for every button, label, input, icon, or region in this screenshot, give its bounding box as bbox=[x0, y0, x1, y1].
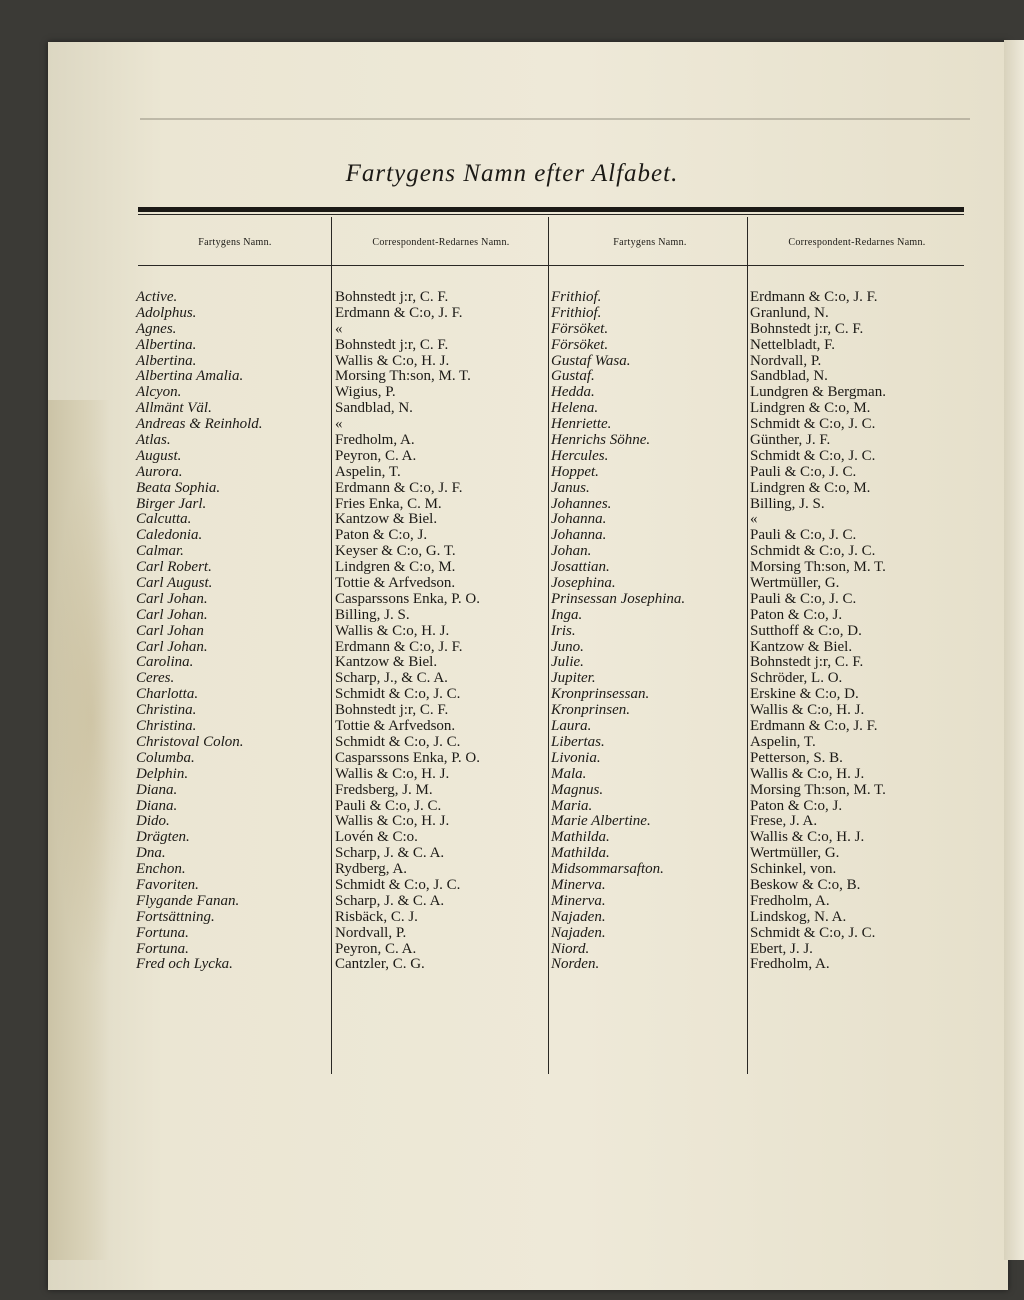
ship-name-cell: Minerva. bbox=[551, 876, 606, 893]
ship-name-cell: Laura. bbox=[551, 718, 592, 735]
ship-name-cell: Calmar. bbox=[136, 543, 184, 560]
ship-name-cell: Josephina. bbox=[551, 575, 616, 592]
ship-name-cell: Gustaf Wasa. bbox=[551, 352, 631, 369]
ship-name-cell: Birger Jarl. bbox=[136, 495, 207, 512]
header-owner-name-1: Correspondent-Redarnes Namn. bbox=[372, 236, 510, 248]
owner-name-cell: Casparssons Enka, P. O. bbox=[335, 749, 480, 766]
ship-name-cell: Hoppet. bbox=[551, 463, 599, 480]
ship-name-cell: Favoriten. bbox=[136, 876, 199, 893]
ship-name-cell: Carl Johan. bbox=[136, 638, 208, 655]
ship-name-cell: Julie. bbox=[551, 654, 584, 671]
owner-name-cell: Lindgren & C:o, M. bbox=[750, 479, 871, 496]
owner-name-cell: Nordvall, P. bbox=[750, 352, 822, 369]
owner-name-cell: Petterson, S. B. bbox=[750, 749, 843, 766]
ship-name-cell: Johan. bbox=[551, 543, 592, 560]
ship-name-cell: Adolphus. bbox=[136, 304, 197, 321]
ship-name-cell: Livonia. bbox=[551, 749, 601, 766]
owner-name-cell: Scharp, J., & C. A. bbox=[335, 670, 448, 687]
ship-name-cell: Alcyon. bbox=[136, 384, 182, 401]
owner-name-cell: Billing, J. S. bbox=[750, 495, 825, 512]
owner-name-cell: Wallis & C:o, H. J. bbox=[750, 765, 865, 782]
owner-name-cell: Paton & C:o, J. bbox=[750, 797, 843, 814]
owner-name-cell: « bbox=[750, 511, 758, 528]
owner-name-cell: Sandblad, N. bbox=[335, 400, 413, 417]
ship-name-cell: Carl Robert. bbox=[136, 559, 212, 576]
ship-name-cell: August. bbox=[136, 447, 182, 464]
title-rule bbox=[138, 207, 964, 212]
ship-name-cell: Carl Johan. bbox=[136, 590, 208, 607]
ship-name-cell: Libertas. bbox=[551, 733, 605, 750]
ship-name-cell: Minerva. bbox=[551, 892, 606, 909]
ship-name-cell: Carl Johan. bbox=[136, 606, 208, 623]
owner-name-cell: Bohnstedt j:r, C. F. bbox=[750, 320, 864, 337]
header-ship-name-1: Fartygens Namn. bbox=[198, 236, 272, 248]
ship-name-cell: Enchon. bbox=[136, 861, 186, 878]
owner-name-cell: Rydberg, A. bbox=[335, 861, 408, 878]
ship-name-cell: Juno. bbox=[551, 638, 584, 655]
ship-name-cell: Hercules. bbox=[551, 447, 609, 464]
ship-name-cell: Henriette. bbox=[551, 416, 612, 433]
owner-name-cell: Erdmann & C:o, J. F. bbox=[750, 718, 878, 735]
ship-name-cell: Hedda. bbox=[551, 384, 595, 401]
ship-name-cell: Christina. bbox=[136, 702, 197, 719]
owner-name-cell: Wallis & C:o, H. J. bbox=[335, 765, 450, 782]
ship-name-cell: Fred och Lycka. bbox=[136, 956, 233, 973]
owner-name-cell: Bohnstedt j:r, C. F. bbox=[750, 654, 864, 671]
owner-name-cell: Kantzow & Biel. bbox=[750, 638, 853, 655]
owner-name-cell: Granlund, N. bbox=[750, 304, 829, 321]
ship-name-cell: Beata Sophia. bbox=[136, 479, 221, 496]
owner-names-left bbox=[335, 290, 545, 973]
owner-name-cell: Pauli & C:o, J. C. bbox=[335, 797, 442, 814]
owner-name-cell: Kantzow & Biel. bbox=[335, 511, 438, 528]
ship-name-cell: Christina. bbox=[136, 718, 197, 735]
owner-name-cell: Casparssons Enka, P. O. bbox=[335, 590, 480, 607]
owner-name-cell: Aspelin, T. bbox=[335, 463, 401, 480]
ship-name-cell: Albertina. bbox=[136, 336, 197, 353]
owner-name-cell: Kantzow & Biel. bbox=[335, 654, 438, 671]
owner-name-cell: Frese, J. A. bbox=[750, 813, 818, 830]
owner-name-cell: Schmidt & C:o, J. C. bbox=[750, 924, 876, 941]
ship-name-cell: Inga. bbox=[551, 606, 583, 623]
ship-name-cell: Andreas & Reinhold. bbox=[136, 416, 263, 433]
owner-name-cell: Erdmann & C:o, J. F. bbox=[750, 289, 878, 305]
owner-name-cell: Lindgren & C:o, M. bbox=[335, 559, 456, 576]
ship-name-cell: Carolina. bbox=[136, 654, 194, 671]
ship-names-right bbox=[551, 290, 745, 973]
owner-name-cell: Keyser & C:o, G. T. bbox=[335, 543, 456, 560]
table-header bbox=[138, 222, 964, 262]
owner-name-cell: Pauli & C:o, J. C. bbox=[750, 463, 857, 480]
owner-name-cell: Schmidt & C:o, J. C. bbox=[335, 686, 461, 703]
owner-name-cell: Günther, J. F. bbox=[750, 432, 831, 449]
ship-name-cell: Försöket. bbox=[551, 336, 609, 353]
owner-name-cell: Ebert, J. J. bbox=[750, 940, 813, 957]
owner-name-cell: Bohnstedt j:r, C. F. bbox=[335, 702, 449, 719]
owner-name-cell: Schinkel, von. bbox=[750, 861, 837, 878]
ship-name-cell: Flygande Fanan. bbox=[136, 892, 240, 909]
owner-name-cell: Wigius, P. bbox=[335, 384, 396, 401]
ship-name-cell: Atlas. bbox=[136, 432, 171, 449]
owner-name-cell: Schmidt & C:o, J. C. bbox=[335, 733, 461, 750]
paper-stain bbox=[52, 460, 132, 980]
ship-name-cell: Prinsessan Josephina. bbox=[551, 590, 686, 607]
owner-name-cell: Peyron, C. A. bbox=[335, 940, 417, 957]
header-ship-name-2: Fartygens Namn. bbox=[613, 236, 687, 248]
owner-name-cell: Nettelbladt, F. bbox=[750, 336, 836, 353]
owner-name-cell: Bohnstedt j:r, C. F. bbox=[335, 336, 449, 353]
title-rule-thin bbox=[138, 214, 964, 215]
ship-name-cell: Kronprinsen. bbox=[551, 702, 631, 719]
ship-name-cell: Johannes. bbox=[551, 495, 612, 512]
ship-name-cell: Frithiof. bbox=[551, 304, 602, 321]
ship-name-cell: Fortuna. bbox=[136, 940, 189, 957]
ship-name-cell: Najaden. bbox=[551, 924, 606, 941]
ship-name-cell: Agnes. bbox=[136, 320, 177, 337]
ship-name-cell: Johanna. bbox=[551, 527, 607, 544]
owner-name-cell: Erdmann & C:o, J. F. bbox=[335, 479, 463, 496]
ship-name-cell: Carl August. bbox=[136, 575, 213, 592]
ship-name-cell: Charlotta. bbox=[136, 686, 199, 703]
owner-name-cell: Lovén & C:o. bbox=[335, 829, 418, 846]
ship-name-cell: Josattian. bbox=[551, 559, 610, 576]
owner-name-cell: Schröder, L. O. bbox=[750, 670, 843, 687]
owner-name-cell: Schmidt & C:o, J. C. bbox=[750, 543, 876, 560]
ship-name-cell: Marie Albertine. bbox=[551, 813, 651, 830]
owner-name-cell: Billing, J. S. bbox=[335, 606, 410, 623]
owner-name-cell: Wallis & C:o, H. J. bbox=[335, 352, 450, 369]
owner-name-cell: Pauli & C:o, J. C. bbox=[750, 527, 857, 544]
ship-name-cell: Försöket. bbox=[551, 320, 609, 337]
ship-name-cell: Maria. bbox=[551, 797, 593, 814]
ship-name-cell: Frithiof. bbox=[551, 289, 602, 305]
owner-name-cell: Nordvall, P. bbox=[335, 924, 407, 941]
owner-name-cell: Erdmann & C:o, J. F. bbox=[335, 304, 463, 321]
header-owner-name-2: Correspondent-Redarnes Namn. bbox=[788, 236, 926, 248]
ship-name-cell: Albertina Amalia. bbox=[136, 368, 244, 385]
page-edge bbox=[1004, 40, 1024, 1260]
owner-name-cell: Scharp, J. & C. A. bbox=[335, 845, 445, 862]
owner-name-cell: Sandblad, N. bbox=[750, 368, 828, 385]
owner-name-cell: Beskow & C:o, B. bbox=[750, 876, 861, 893]
ship-names-left bbox=[136, 290, 328, 973]
owner-name-cell: Sutthoff & C:o, D. bbox=[750, 622, 862, 639]
owner-names-right bbox=[750, 290, 964, 973]
ship-name-cell: Dido. bbox=[136, 813, 170, 830]
owner-name-cell: Lundgren & Bergman. bbox=[750, 384, 886, 401]
owner-name-cell: Fries Enka, C. M. bbox=[335, 495, 442, 512]
owner-name-cell: « bbox=[335, 320, 343, 337]
ship-name-cell: Kronprinsessan. bbox=[551, 686, 650, 703]
ship-name-cell: Carl Johan bbox=[136, 622, 204, 639]
column-divider bbox=[331, 217, 332, 1074]
ship-name-cell: Mathilda. bbox=[551, 829, 610, 846]
ship-name-cell: Christoval Colon. bbox=[136, 733, 244, 750]
ship-name-cell: Niord. bbox=[551, 940, 590, 957]
ship-name-cell: Columba. bbox=[136, 749, 195, 766]
owner-name-cell: Schmidt & C:o, J. C. bbox=[335, 876, 461, 893]
owner-name-cell: Lindgren & C:o, M. bbox=[750, 400, 871, 417]
ship-name-cell: Gustaf. bbox=[551, 368, 595, 385]
owner-name-cell: Bohnstedt j:r, C. F. bbox=[335, 289, 449, 305]
owner-name-cell: Paton & C:o, J. bbox=[750, 606, 843, 623]
ship-name-cell: Mathilda. bbox=[551, 845, 610, 862]
ship-name-cell: Active. bbox=[136, 289, 178, 305]
ship-name-cell: Calcutta. bbox=[136, 511, 192, 528]
owner-name-cell: Fredholm, A. bbox=[750, 956, 830, 973]
ship-name-cell: Albertina. bbox=[136, 352, 197, 369]
ship-name-cell: Diana. bbox=[136, 797, 178, 814]
owner-name-cell: Morsing Th:son, M. T. bbox=[750, 559, 886, 576]
column-divider bbox=[548, 217, 549, 1074]
owner-name-cell: Morsing Th:son, M. T. bbox=[335, 368, 471, 385]
owner-name-cell: Wertmüller, G. bbox=[750, 575, 840, 592]
ship-name-cell: Norden. bbox=[551, 956, 600, 973]
ship-name-cell: Fortuna. bbox=[136, 924, 189, 941]
ship-name-cell: Johanna. bbox=[551, 511, 607, 528]
owner-name-cell: Tottie & Arfvedson. bbox=[335, 718, 456, 735]
ship-name-cell: Henrichs Söhne. bbox=[551, 432, 651, 449]
owner-name-cell: Pauli & C:o, J. C. bbox=[750, 590, 857, 607]
ship-name-cell: Mala. bbox=[551, 765, 587, 782]
owner-name-cell: Schmidt & C:o, J. C. bbox=[750, 416, 876, 433]
owner-name-cell: Wertmüller, G. bbox=[750, 845, 840, 862]
owner-name-cell: Paton & C:o, J. bbox=[335, 527, 428, 544]
owner-name-cell: Fredholm, A. bbox=[750, 892, 830, 909]
ship-name-cell: Iris. bbox=[551, 622, 576, 639]
owner-name-cell: Peyron, C. A. bbox=[335, 447, 417, 464]
ship-name-cell: Ceres. bbox=[136, 670, 175, 687]
column-divider bbox=[747, 217, 748, 1074]
owner-name-cell: Tottie & Arfvedson. bbox=[335, 575, 456, 592]
owner-name-cell: Aspelin, T. bbox=[750, 733, 816, 750]
owner-name-cell: Wallis & C:o, H. J. bbox=[335, 813, 450, 830]
owner-name-cell: « bbox=[335, 416, 343, 433]
owner-name-cell: Erskine & C:o, D. bbox=[750, 686, 859, 703]
ship-name-cell: Janus. bbox=[551, 479, 590, 496]
owner-name-cell: Risbäck, C. J. bbox=[335, 908, 418, 925]
owner-name-cell: Lindskog, N. A. bbox=[750, 908, 847, 925]
ship-name-cell: Aurora. bbox=[136, 463, 183, 480]
ship-name-cell: Caledonia. bbox=[136, 527, 203, 544]
owner-name-cell: Wallis & C:o, H. J. bbox=[750, 702, 865, 719]
owner-name-cell: Fredholm, A. bbox=[335, 432, 415, 449]
owner-name-cell: Erdmann & C:o, J. F. bbox=[335, 638, 463, 655]
ship-name-cell: Drägten. bbox=[136, 829, 190, 846]
ship-name-cell: Jupiter. bbox=[551, 670, 596, 687]
ship-name-cell: Helena. bbox=[551, 400, 599, 417]
owner-name-cell: Morsing Th:son, M. T. bbox=[750, 781, 886, 798]
owner-name-cell: Scharp, J. & C. A. bbox=[335, 892, 445, 909]
owner-name-cell: Schmidt & C:o, J. C. bbox=[750, 447, 876, 464]
owner-name-cell: Fredsberg, J. M. bbox=[335, 781, 433, 798]
header-rule bbox=[138, 265, 964, 266]
ship-name-cell: Diana. bbox=[136, 781, 178, 798]
ship-name-cell: Allmänt Väl. bbox=[136, 400, 212, 417]
ship-name-cell: Fortsättning. bbox=[136, 908, 215, 925]
owner-name-cell: Wallis & C:o, H. J. bbox=[750, 829, 865, 846]
page-title: Fartygens Namn efter Alfabet. bbox=[345, 160, 679, 187]
owner-name-cell: Wallis & C:o, H. J. bbox=[335, 622, 450, 639]
ship-name-cell: Magnus. bbox=[551, 781, 604, 798]
owner-name-cell: Cantzler, C. G. bbox=[335, 956, 425, 973]
ship-name-cell: Najaden. bbox=[551, 908, 606, 925]
ship-name-cell: Dna. bbox=[136, 845, 166, 862]
ship-name-cell: Delphin. bbox=[136, 765, 189, 782]
ship-name-cell: Midsommarsafton. bbox=[551, 861, 664, 878]
